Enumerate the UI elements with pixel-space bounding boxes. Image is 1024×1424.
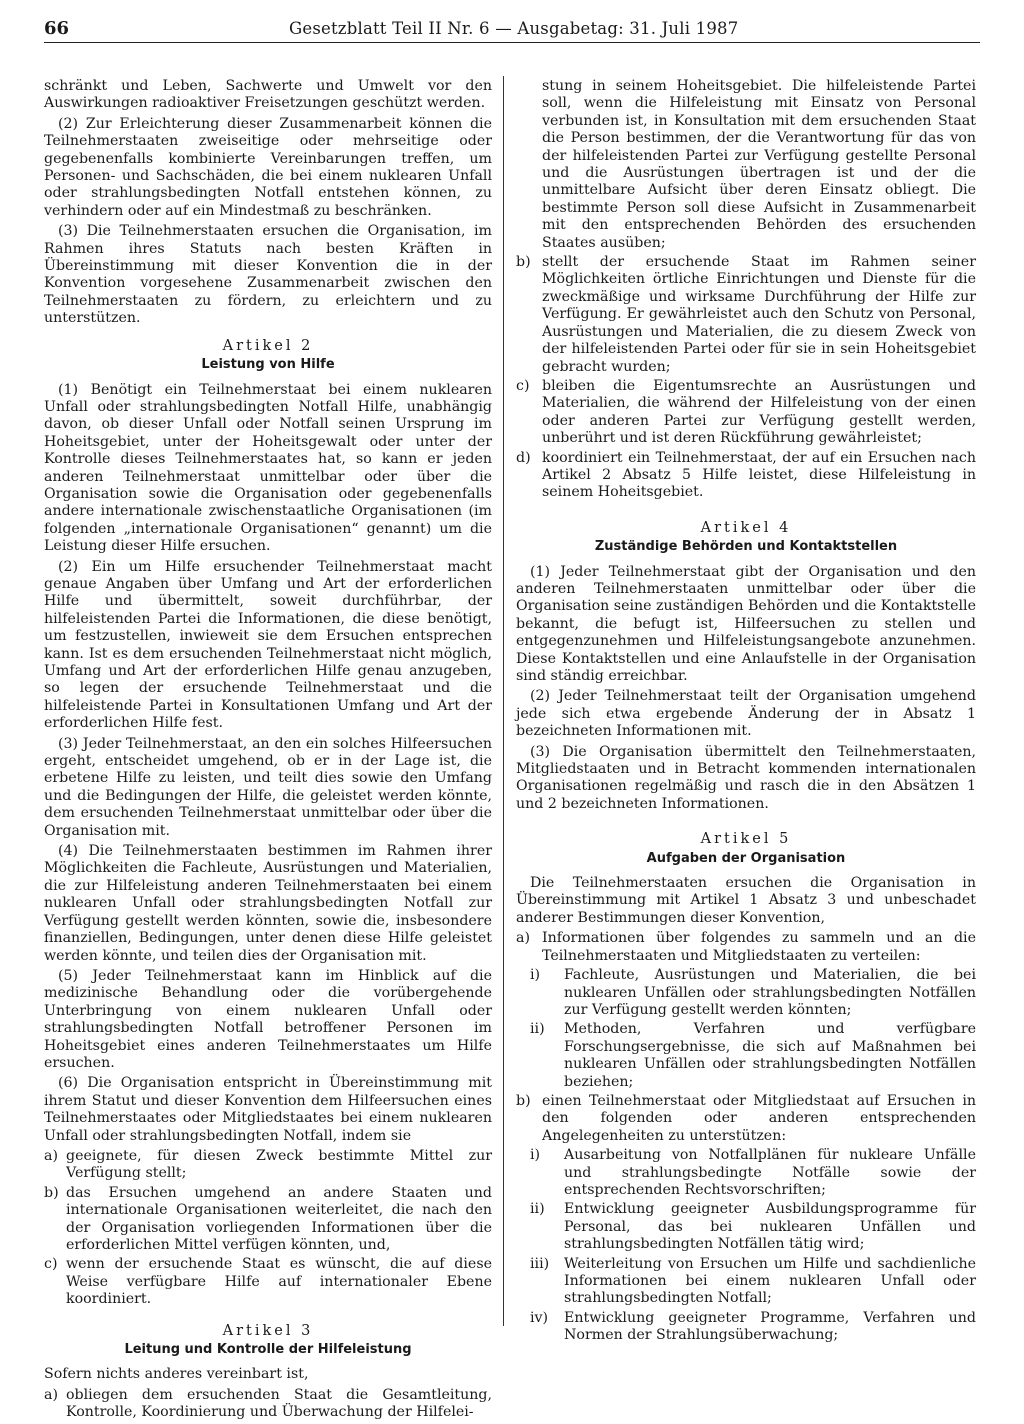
sub-item bbox=[530, 1201, 976, 1253]
sub-item bbox=[530, 967, 976, 1019]
sub-item-text: Entwicklung geeigneter Programme, Verfahren und Normen der Strahlungsüberwachung; bbox=[564, 1309, 976, 1344]
paragraph: (2) Zur Erleichterung dieser Zusammenarbeit können die Teilnehmerstaaten zweiseitige oder mehrseitige oder gegebenenfalls kombinierte Vereinbarungen treffen, um Personen- und Sachschäden, die bei einem nuklearen Unfall oder strahlungsbedingten Notfall entstehen können, zu verhindern oder auf ein Mindestmaß zu beschränken. bbox=[44, 115, 492, 219]
item-label: c) bbox=[44, 1256, 58, 1273]
item-text: koordiniert ein Teilnehmerstaat, der auf ein Ersuchen nach Artikel 2 Absatz 5 Hilfe leistet, diese Hilfeleistung in seinem Hoheitsgebiet. bbox=[542, 449, 976, 501]
page-header bbox=[44, 18, 980, 43]
sub-item bbox=[530, 1256, 976, 1308]
sub-item bbox=[530, 1310, 976, 1345]
list-item bbox=[516, 378, 976, 448]
sub-item-label: ii) bbox=[530, 1201, 545, 1218]
sub-item-text: Methoden, Verfahren und verfügbare Forschungsergebnisse, die sich auf Maßnahmen bei nuklearen Unfällen oder strahlungsbedingten Notfällen beziehen; bbox=[564, 1021, 976, 1090]
sub-item-label: iv) bbox=[530, 1309, 549, 1326]
item-label: d) bbox=[516, 449, 531, 466]
item-label: a) bbox=[44, 1386, 58, 1403]
item-text: Informationen über folgendes zu sammeln und an die Teilnehmerstaaten und Mitgliedstaaten zu verteilen: bbox=[542, 930, 976, 964]
item-label: b) bbox=[516, 254, 531, 271]
paragraph: (6) Die Organisation entspricht in Übereinstimmung mit ihrem Statut und dieser Konvention dem Hilfeersuchen eines Teilnehmerstaates oder Mitgliedstaates bei einem nuklearen Unfall oder strahlungsbedingten Notfall, indem sie bbox=[44, 1075, 492, 1144]
sub-item-label: iii) bbox=[530, 1255, 550, 1272]
sub-item-text: Entwicklung geeigneter Ausbildungsprogramme für Personal, das bei nuklearen Unfällen und strahlungsbedingten Notfällen tätig wird; bbox=[564, 1201, 976, 1253]
article-3-heading: Leitung und Kontrolle der Hilfeleistung bbox=[124, 1342, 412, 1358]
item-label: b) bbox=[516, 1092, 531, 1109]
item-label: a) bbox=[516, 930, 530, 947]
item-label: b) bbox=[44, 1184, 59, 1201]
sub-item-label: ii) bbox=[530, 1021, 545, 1038]
paragraph: (3) Die Teilnehmerstaaten ersuchen die Organisation, im Rahmen ihres Statuts nach besten Kräften in Übereinstimmung mit dieser Konvention die in der Konvention vorgesehene Zusammenarbeit zwischen den Teilnehmerstaaten zu fördern, zu erleichtern und zu unterstützen. bbox=[44, 223, 492, 327]
item-label: c) bbox=[516, 377, 530, 394]
article-4-label: Artikel 4 bbox=[700, 519, 792, 536]
list-item bbox=[516, 450, 976, 502]
sub-item-text: Fachleute, Ausrüstungen und Materialien, die bei nuklearen Unfällen oder strahlungsbedingten Notfällen zur Verfügung gestellt werden könnten; bbox=[564, 967, 976, 1018]
right-column bbox=[516, 78, 976, 1347]
sub-item bbox=[530, 1147, 976, 1199]
item-text: das Ersuchen umgehend an andere Staaten und internationale Organisationen weiterleitet, die nach den der Organisation vorliegenden Informationen über die erforderlichen Mittel verfügen könnten, und, bbox=[66, 1184, 492, 1253]
paragraph: (5) Jeder Teilnehmerstaat kann im Hinblick auf die medizinische Behandlung oder die vorübergehende Unterbringung von einem nuklearen Unfall oder strahlungsbedingten Notfall betroffener Personen im Hoheitsgebiet eines anderen Teilnehmerstaates um Hilfe ersuchen. bbox=[44, 967, 492, 1071]
paragraph: (2) Ein um Hilfe ersuchender Teilnehmerstaat macht genaue Angaben über Umfang und Art der erforderlichen Hilfe und übermittelt, soweit durchführbar, der hilfeleistenden Partei die Informationen, die diese benötigt, um festzustellen, inwieweit sie dem Ersuchen entsprechen kann. Ist es dem ersuchenden Teilnehmerstaat nicht möglich, Umfang und Art der erforderlichen Hilfe genau anzugeben, so legen der ersuchende Teilnehmerstaat und die hilfeleistende Partei in Konsultationen Umfang und Art der erforderlichen Hilfe fest. bbox=[44, 558, 492, 732]
left-column bbox=[44, 78, 492, 1424]
article-5-label: Artikel 5 bbox=[700, 831, 792, 848]
paragraph: (1) Jeder Teilnehmerstaat gibt der Organisation und den anderen Teilnehmerstaaten unmittelbar oder über die Organisation seine zuständigen Behörden und die Kontaktstelle bekannt, die befugt ist, Hilfeersuchen zu stellen und entgegenzunehmen und Hilfeleistungsangebote anzunehmen. Diese Kontaktstellen und eine Anlaufstelle in der Organisation sind ständig erreichbar. bbox=[516, 563, 976, 684]
page-number: 66 bbox=[44, 18, 70, 39]
sub-item bbox=[530, 1021, 976, 1091]
item-label: a) bbox=[44, 1147, 58, 1164]
item-text: einen Teilnehmerstaat oder Mitgliedstaat auf Ersuchen in den folgenden oder anderen entsprechenden Angelegenheiten zu unterstützen: bbox=[542, 1092, 976, 1144]
paragraph: Sofern nichts anderes vereinbart ist, bbox=[44, 1366, 309, 1383]
item-text: stung in seinem Hoheitsgebiet. Die hilfeleistende Partei soll, wenn die Hilfeleistung mit Einsatz von Personal verbunden ist, in Konsultation mit dem ersuchenden Staat die Person bestimmen, der die Verantwortung für das von der hilfeleistenden Partei zur Verfügung gestellte Personal und die Ausrüstungen übertragen ist und der die unmittelbare Aufsicht über deren Einsatz obliegt. Die bestimmte Person soll diese Aufsicht in Zusammenarbeit mit den entsprechenden Behörden des ersuchenden Staates ausüben; bbox=[542, 78, 976, 251]
list-item bbox=[516, 254, 976, 376]
paragraph: schränkt und Leben, Sachwerte und Umwelt vor den Auswirkungen radioaktiver Freisetzungen geschützt werden. bbox=[44, 78, 492, 112]
paragraph: (4) Die Teilnehmerstaaten bestimmen im Rahmen ihrer Möglichkeiten die Fachleute, Ausrüstungen und Materialien, die zur Hilfeleistung anderen Teilnehmerstaaten bei einem nuklearen Unfall oder strahlungsbedingten Notfall zur Verfügung gestellt werden könnten, sowie die, insbesondere finanziellen, Bedingungen, unter denen diese Hilfe geleistet werden könnte, und teilen dies der Organisation mit. bbox=[44, 843, 492, 964]
sub-item-text: Weiterleitung von Ersuchen um Hilfe und sachdienliche Informationen bei einem nuklearen Unfall oder strahlungsbedingten Notfall; bbox=[564, 1255, 976, 1307]
sub-item-text: Ausarbeitung von Notfallplänen für nukleare Unfälle und strahlungsbedingte Notfälle sowie der entsprechenden Rechtsvorschriften; bbox=[564, 1147, 976, 1198]
item-text: wenn der ersuchende Staat es wünscht, die auf diese Weise verfügbare Hilfe auf internationaler Ebene koordiniert. bbox=[66, 1256, 492, 1308]
article-2-heading: Leistung von Hilfe bbox=[201, 357, 335, 373]
item-text: obliegen dem ersuchenden Staat die Gesamtleitung, Kontrolle, Koordinierung und Überwachung der Hilfelei- bbox=[66, 1386, 492, 1421]
item-text: stellt der ersuchende Staat im Rahmen seiner Möglichkeiten örtliche Einrichtungen und Dienste für die zweckmäßige und wirksame Durchführung der Hilfe zur Verfügung. Er gewährleistet auch den Schutz von Personal, Ausrüstungen und Materialien, die zu diesem Zweck von der hilfeleistenden Partei oder für sie in sein Hoheitsgebiet gebracht wurden; bbox=[542, 254, 976, 375]
article-2-label: Artikel 2 bbox=[222, 337, 314, 354]
paragraph: (2) Jeder Teilnehmerstaat teilt der Organisation umgehend jede sich etwa ergebende Änderung der in Absatz 1 bezeichneten Informationen mit. bbox=[516, 688, 976, 740]
list-item bbox=[44, 1185, 492, 1255]
column-divider bbox=[503, 76, 504, 1326]
article-3-label: Artikel 3 bbox=[222, 1322, 314, 1339]
list-item-continuation bbox=[516, 78, 976, 252]
list-item bbox=[44, 1256, 492, 1308]
article-5-heading: Aufgaben der Organisation bbox=[646, 850, 846, 866]
list-item bbox=[44, 1387, 492, 1422]
article-4-heading: Zuständige Behörden und Kontaktstellen bbox=[594, 539, 898, 555]
list-item bbox=[44, 1148, 492, 1183]
item-text: geeignete, für diesen Zweck bestimmte Mittel zur Verfügung stellt; bbox=[66, 1147, 492, 1182]
paragraph: (1) Benötigt ein Teilnehmerstaat bei einem nuklearen Unfall oder strahlungsbedingten Notfall Hilfe, unabhängig davon, ob dieser Unfall oder Notfall seinen Ursprung im Hoheitsgebiet, unter der Hoheitsgewalt oder unter der Kontrolle dieses Teilnehmerstaates hat, so kann er jeden anderen Teilnehmerstaat unmittelbar oder über die Organisation sowie die Organisation oder gegebenenfalls andere internationale zwischenstaatliche Organisationen (im folgenden „internationale Organisationen“ genannt) um die Leistung dieser Hilfe ersuchen. bbox=[44, 381, 492, 555]
paragraph: Die Teilnehmerstaaten ersuchen die Organisation in Übereinstimmung mit Artikel 1 Absatz 3 und unbeschadet anderer Bestimmungen dieser Konvention, bbox=[516, 875, 976, 926]
list-item bbox=[516, 1093, 976, 1145]
sub-item-label: i) bbox=[530, 967, 541, 984]
paragraph: (3) Die Organisation übermittelt den Teilnehmerstaaten, Mitgliedstaaten und in Betracht kommenden internationalen Organisationen regelmäßig und rasch die in den Absätzen 1 und 2 bezeichneten Informationen. bbox=[516, 743, 976, 812]
sub-item-label: i) bbox=[530, 1147, 541, 1164]
gazette-title: Gesetzblatt Teil II Nr. 6 — Ausgabetag: 31. Juli 1987 bbox=[289, 19, 739, 38]
paragraph: (3) Jeder Teilnehmerstaat, an den ein solches Hilfeersuchen ergeht, entscheidet umgehend, ob er in der Lage ist, die erbetene Hilfe zu leisten, und teilt dies sowie den Umfang und die Bedingungen der Hilfe, die geleistet werden könnte, dem ersuchenden Teilnehmerstaat unmittelbar oder über die Organisation mit. bbox=[44, 735, 492, 839]
list-item bbox=[516, 930, 976, 965]
item-text: bleiben die Eigentumsrechte an Ausrüstungen und Materialien, die während der Hilfeleistung von der einen oder anderen Partei zur Verfügung gestellt werden, unberührt und ist deren Rückführung gewährleistet; bbox=[542, 377, 976, 447]
